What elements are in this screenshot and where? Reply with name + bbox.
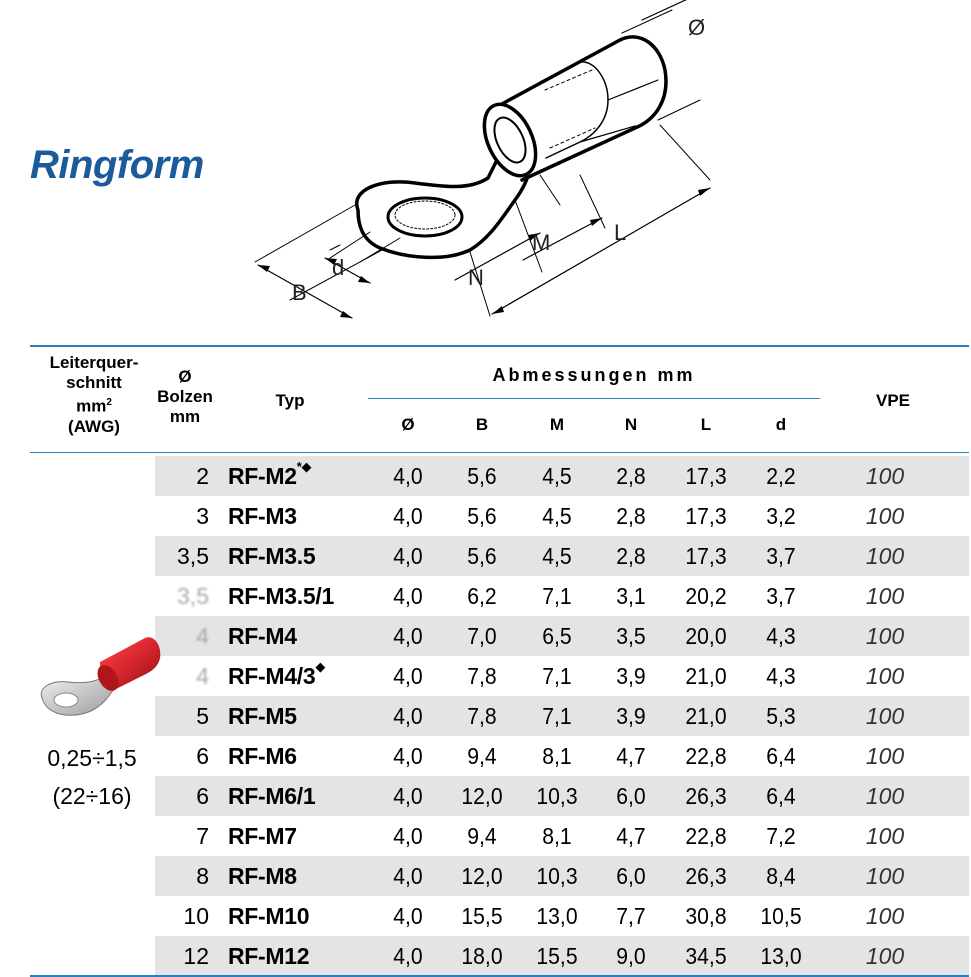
length-label-N: N [468,265,484,290]
dim-cell: 22,8 [685,743,727,769]
dim-cell: 4,0 [393,783,423,809]
header-leiterquerschnitt: Leiterquer- schnitt $mm^2$ (AWG) [49,353,139,436]
typ-cell: RF-M2*◆ [228,459,312,489]
leiter-value: 0,25÷1,5 [47,745,137,771]
dim-cell: 4,5 [542,463,572,489]
table-row [155,776,969,816]
bolzen-cell: 8 [196,863,209,889]
typ-footnote-mark: *◆ [296,459,312,474]
table-row [155,656,969,696]
vpe-cell: 100 [865,503,905,529]
dim-cell: 6,0 [616,863,646,889]
typ-cell: RF-M4/3◆ [228,659,326,689]
typ-cell: RF-M12 [228,943,310,969]
dim-cell: 13,0 [536,903,578,929]
vpe-cell: 100 [865,783,905,809]
table-row [155,456,969,496]
dim-cell: 4,0 [393,863,423,889]
dim-cell: 6,4 [766,743,796,769]
bolzen-cell: 2 [196,463,209,489]
dim-cell: 6,5 [542,623,572,649]
diameter-label: Ø [688,15,706,40]
vpe-cell: 100 [865,663,905,689]
typ-footnote-mark: ◆ [315,659,326,674]
header-dim-col: Ø [401,415,415,434]
dim-cell: 4,0 [393,583,423,609]
dim-cell: 7,8 [467,663,497,689]
dim-cell: 2,8 [616,463,646,489]
dim-cell: 2,2 [766,463,796,489]
dim-cell: 21,0 [685,663,727,689]
table-row [155,576,969,616]
dim-cell: 8,1 [542,743,572,769]
dim-cell: 4,0 [393,903,423,929]
dim-cell: 13,0 [760,943,802,969]
dim-cell: 18,0 [461,943,503,969]
header-group-rule [368,398,820,399]
vpe-cell: 100 [865,623,905,649]
dim-cell: 15,5 [536,943,578,969]
dim-cell: 15,5 [461,903,503,929]
dim-cell: 7,7 [616,903,646,929]
dim-cell: 21,0 [685,703,727,729]
dim-cell: 22,8 [685,823,727,849]
ring-terminal-drawing [240,0,706,330]
bolzen-cell: 3,5 [177,583,209,609]
dim-cell: 7,8 [467,703,497,729]
dim-cell: 7,2 [766,823,796,849]
dim-cell: 7,1 [542,703,572,729]
header-dim-col: d [775,415,787,434]
width-label-B: B [292,280,307,305]
bolzen-cell: 3 [196,503,209,529]
vpe-cell: 100 [865,463,905,489]
header-typ: Typ [275,391,305,410]
length-label-L: L [614,220,627,245]
dim-cell: 4,0 [393,503,423,529]
table-row [155,936,969,976]
header-abmessungen: Abmessungen mm [492,365,696,385]
dim-cell: 30,8 [685,903,727,929]
typ-cell: RF-M6 [228,743,297,769]
dim-cell: 17,3 [685,543,727,569]
hole-label-d: d [332,255,345,280]
dim-cell: 3,7 [766,543,796,569]
dim-cell: 17,3 [685,503,727,529]
dim-cell: 2,8 [616,543,646,569]
page-title: Ringform [30,143,204,187]
dim-cell: 7,0 [467,623,497,649]
vpe-cell: 100 [865,583,905,609]
dim-cell: 4,5 [542,543,572,569]
header-dim-col: N [624,415,638,434]
vpe-cell: 100 [865,943,905,969]
vpe-cell: 100 [865,903,905,929]
dim-cell: 9,4 [467,823,497,849]
table-row [155,536,969,576]
bolzen-cell: 4 [196,663,209,689]
typ-cell: RF-M4 [228,623,297,649]
dim-cell: 7,1 [542,663,572,689]
dim-cell: 5,6 [467,543,497,569]
dim-cell: 4,0 [393,743,423,769]
typ-cell: RF-M3 [228,503,297,529]
dim-cell: 4,0 [393,943,423,969]
dim-cell: 6,4 [766,783,796,809]
dim-cell: 3,2 [766,503,796,529]
vpe-cell: 100 [865,823,905,849]
dim-cell: 4,3 [766,663,796,689]
dim-cell: 4,0 [393,463,423,489]
bolzen-cell: 6 [196,783,209,809]
vpe-cell: 100 [865,743,905,769]
typ-cell: RF-M8 [228,863,297,889]
dim-cell: 2,8 [616,503,646,529]
table-top-rule [30,345,969,347]
dim-cell: 5,6 [467,463,497,489]
typ-cell: RF-M5 [228,703,297,729]
dim-cell: 17,3 [685,463,727,489]
dim-cell: 9,4 [467,743,497,769]
dim-cell: 3,9 [616,703,646,729]
dim-cell: 4,7 [616,823,646,849]
header-vpe: VPE [875,391,911,410]
dim-cell: 34,5 [685,943,727,969]
dim-cell: 6,0 [616,783,646,809]
vpe-cell: 100 [865,703,905,729]
bolzen-cell: 3,5 [177,543,209,569]
table-row [155,616,969,656]
table-row [155,496,969,536]
dim-cell: 3,7 [766,583,796,609]
header-bottom-rule [30,452,969,453]
dim-cell: 4,5 [542,503,572,529]
dim-cell: 20,2 [685,583,727,609]
dim-cell: 8,1 [542,823,572,849]
dim-cell: 3,5 [616,623,646,649]
ring-terminal-icon [30,620,170,730]
dim-cell: 4,0 [393,663,423,689]
dim-cell: 26,3 [685,863,727,889]
bolzen-cell: 7 [196,823,209,849]
dim-cell: 12,0 [461,783,503,809]
dim-cell: 8,4 [766,863,796,889]
length-label-M: M [532,230,551,255]
header-dim-col: M [549,415,565,434]
dim-cell: 7,1 [542,583,572,609]
dim-cell: 10,5 [760,903,802,929]
dim-cell: 6,2 [467,583,497,609]
vpe-cell: 100 [865,863,905,889]
header-bolzen: Ø Bolzen mm [157,367,213,426]
dim-cell: 4,7 [616,743,646,769]
dim-cell: 5,3 [766,703,796,729]
dim-cell: 4,0 [393,543,423,569]
bolzen-cell: 5 [196,703,209,729]
dim-cell: 9,0 [616,943,646,969]
table-row [155,816,969,856]
dim-cell: 26,3 [685,783,727,809]
dim-cell: 4,0 [393,623,423,649]
bolzen-cell: 12 [183,943,209,969]
bolzen-cell: 6 [196,743,209,769]
dim-cell: 3,9 [616,663,646,689]
typ-cell: RF-M6/1 [228,783,316,809]
dim-cell: 5,6 [467,503,497,529]
table-row [155,736,969,776]
bolzen-cell: 4 [196,623,209,649]
header-dim-col: B [475,415,489,434]
dim-cell: 4,0 [393,823,423,849]
bolzen-cell: 10 [183,903,209,929]
typ-cell: RF-M10 [228,903,310,929]
table-row [155,856,969,896]
header-dim-col: L [700,415,712,434]
dim-cell: 10,3 [536,783,578,809]
dim-cell: 12,0 [461,863,503,889]
dim-cell: 3,1 [616,583,646,609]
typ-cell: RF-M7 [228,823,297,849]
dim-cell: 4,3 [766,623,796,649]
vpe-cell: 100 [865,543,905,569]
dim-cell: 10,3 [536,863,578,889]
dim-cell: 20,0 [685,623,727,649]
typ-cell: RF-M3.5 [228,543,316,569]
table-row [155,696,969,736]
dim-cell: 4,0 [393,703,423,729]
table-row [155,896,969,936]
typ-cell: RF-M3.5/1 [228,583,334,609]
leiter-awg: (22÷16) [52,783,132,809]
